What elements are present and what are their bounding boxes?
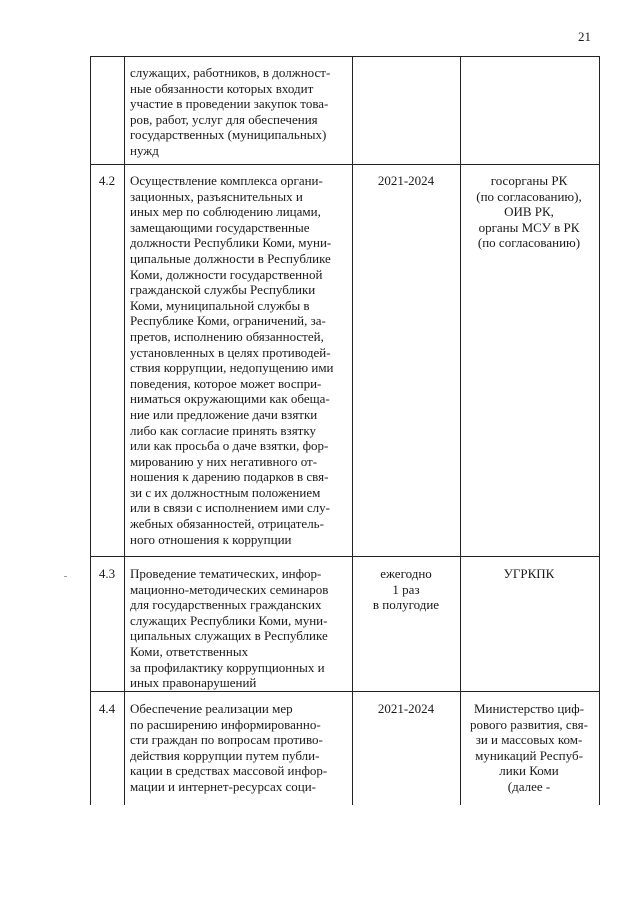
measures-table — [90, 56, 599, 805]
table-border-left — [90, 56, 91, 805]
table-border-right — [599, 56, 600, 805]
table-row-description: Осуществление комплекса органи- зационных, разъяснительных и иных мер по соблюдению лицами, замещающими государственные должности Республики Коми, муни- ципальные должности в Республике Коми, должности государственной гражданской службы Республики Коми, муниципальной службы в Республике Коми, ограничений, за- претов, исполнению обязанностей, установленных в целях противодей- ствия коррупции, недопущению ими поведения, которое может воспри- ниматься окружающими как обеща- ние или предложение дачи взятки либо как согласие принять взятку или как просьба о даче взятки, фор- мированию у них негативного от- ношения к дарению подарков в свя- зи с их должностным положением или в связи с исполнением ими слу- жебных обязанностей, отрицатель- ного отношения к коррупции — [130, 173, 334, 547]
table-divider-num — [124, 56, 125, 805]
table-row-description: служащих, работников, в должност- ные обязанности которых входит участие в проведении закупок това- ров, работ, услуг для обеспечения государственных (муниципальных) нужд — [130, 65, 331, 158]
table-row-number: 4.2 — [98, 173, 116, 188]
table-row-description: Проведение тематических, инфор- мационно-методических семинаров для государственных гражданских служащих Республики Коми, муни- ципальных служащих в Республике Коми, ответственных за профилактику коррупционных и иных правонарушений — [130, 566, 329, 691]
table-row-executors: УГРКПК — [503, 566, 555, 581]
table-row-term: 2021-2024 — [377, 173, 435, 188]
table-divider-term — [460, 56, 461, 805]
row-divider — [90, 556, 599, 557]
row-divider — [90, 691, 599, 692]
table-row-term: ежегодно 1 раз в полугодие — [372, 566, 440, 613]
table-divider-desc — [352, 56, 353, 805]
table-row-number: 4.3 — [98, 566, 116, 581]
row-divider — [90, 164, 599, 165]
table-row-term: 2021-2024 — [377, 701, 435, 716]
page-number: 21 — [578, 29, 591, 44]
table-border-top — [90, 56, 599, 57]
table-row-executors: Министерство циф- рового развития, свя- зи и массовых ком- муникаций Респуб- лики Коми (далее - — [470, 701, 588, 794]
scan-mark — [64, 576, 67, 577]
table-row-number: 4.4 — [98, 701, 116, 716]
table-row-executors: госорганы РК (по согласованию), ОИВ РК, органы МСУ в РК (по согласованию) — [476, 173, 582, 251]
table-row-description: Обеспечение реализации мер по расширению информированно- сти граждан по вопросам противо- действия коррупции путем публи- кации в средствах массовой инфор- мации и интернет-ресурсах соци- — [130, 701, 328, 794]
